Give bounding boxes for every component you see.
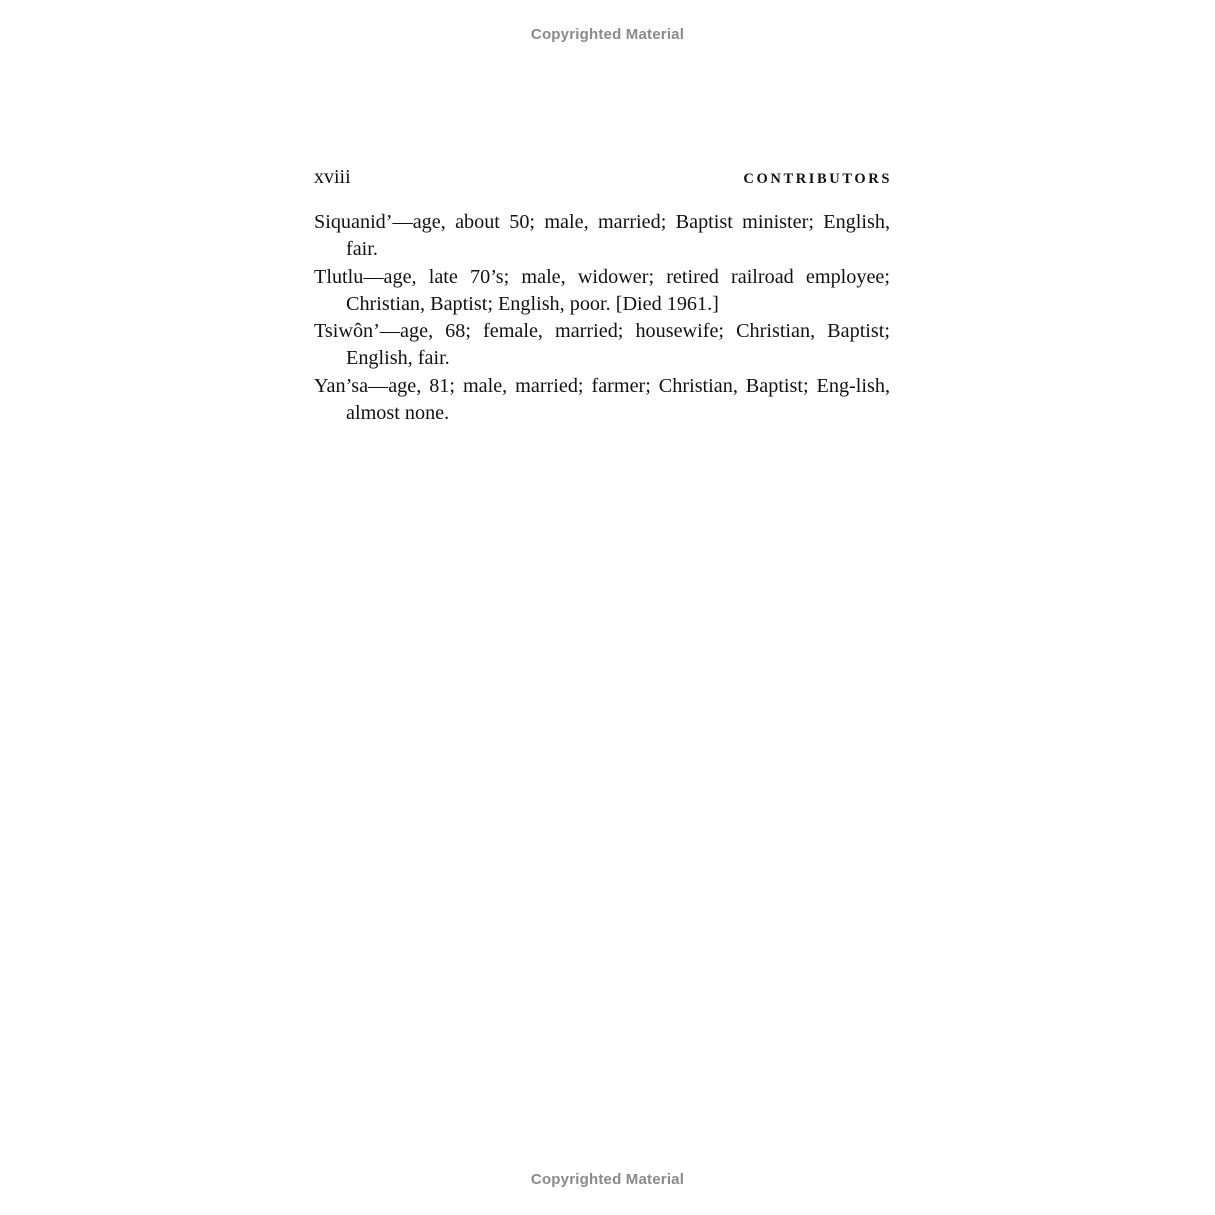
page-number: xviii <box>314 166 351 188</box>
contributor-entry: Siquanid’—age, about 50; male, married; Baptist minister; English, fair. <box>314 211 890 261</box>
contributor-entry: Yan’sa—age, 81; male, married; farmer; Christian, Baptist; Eng-lish, almost none. <box>314 374 890 425</box>
book-page <box>314 166 890 427</box>
contributor-list <box>314 209 890 427</box>
copyright-watermark-top: Copyrighted Material <box>530 26 685 43</box>
running-head <box>314 166 890 192</box>
copyright-watermark-bottom: Copyrighted Material <box>530 1171 685 1188</box>
contributor-entry: Tlutlu—age, late 70’s; male, widower; retired railroad employee; Christian, Baptist; English, poor. [Died 1961.] <box>314 265 890 315</box>
contributor-entry: Tsiwôn’—age, 68; female, married; housewife; Christian, Baptist; English, fair. <box>314 320 890 370</box>
section-title: CONTRIBUTORS <box>743 171 892 187</box>
